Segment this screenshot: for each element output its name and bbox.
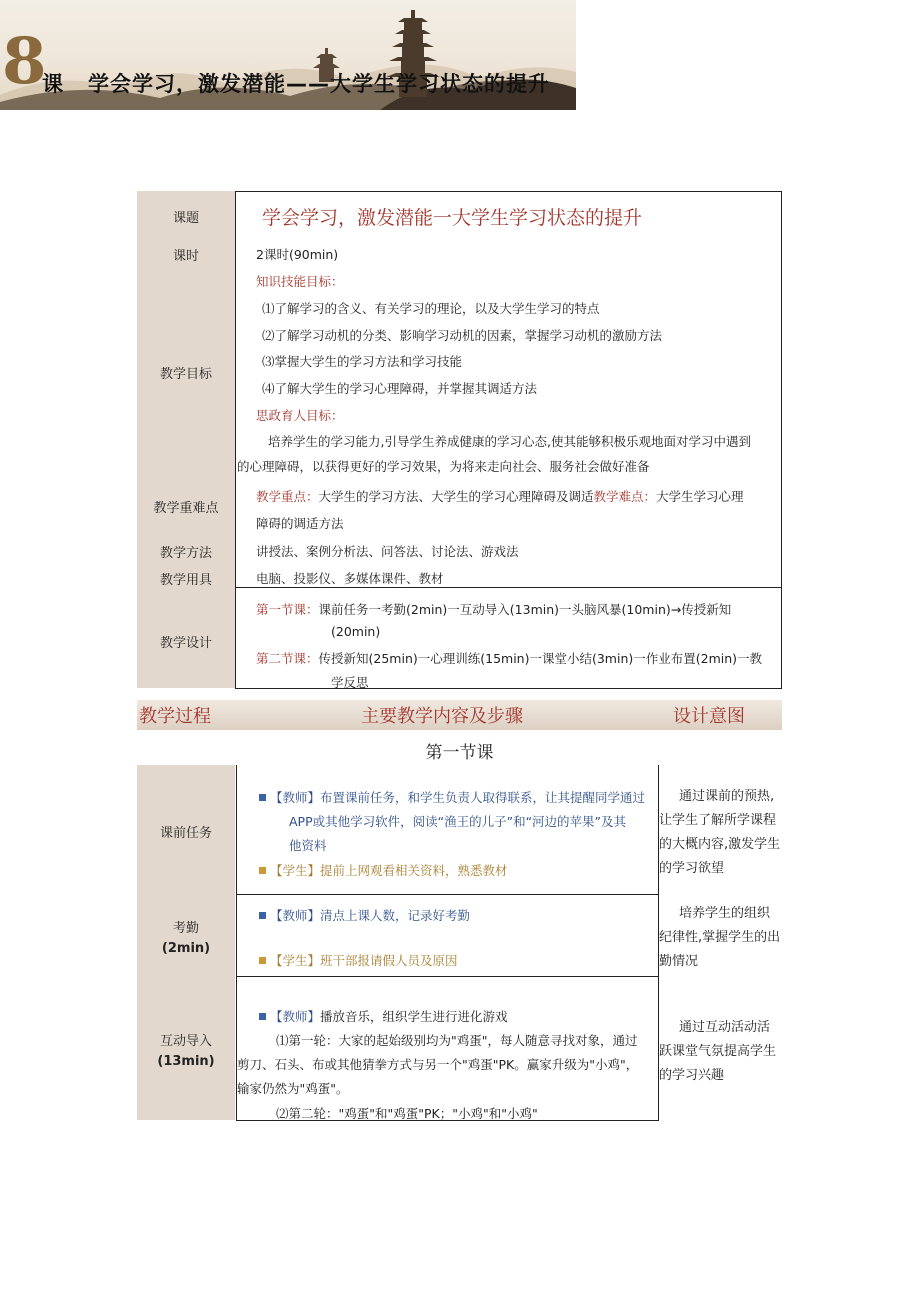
- intro-teacher-text: 播放音乐，组织学生进行进化游戏: [320, 1009, 508, 1024]
- attendance-student-text: 班干部报请假人员及原因: [320, 953, 458, 968]
- pretask-teacher-line2: APP或其他学习软件，阅读“渔王的儿子”和“河边的苹果”及其: [289, 814, 627, 829]
- topic-value: 学会学习，激发潜能一大学生学习状态的提升: [262, 207, 643, 229]
- bullet-square-icon: [259, 1013, 266, 1020]
- tools-label: 教学用具: [159, 573, 212, 588]
- intro-round2-line: ⑵第二轮："鸡蛋"和"鸡蛋"PK；"小鸡"和"小鸡": [276, 1106, 538, 1121]
- lesson1-text-cont: (20min): [331, 624, 381, 639]
- difficult-point-text: 大学生学习心理: [656, 489, 744, 504]
- intent-line: 通过互动活动活: [679, 1020, 771, 1035]
- row-label-attendance: 考勤: [172, 921, 199, 936]
- goals-label: 教学目标: [159, 367, 212, 382]
- teacher-tag: 【教师】: [270, 1009, 321, 1024]
- hours-label: 课时: [172, 249, 199, 264]
- bullet-square-icon: [259, 867, 266, 874]
- process-divider-2: [236, 976, 659, 977]
- lesson2-label: 第二节课：: [256, 651, 319, 666]
- hours-value: 2课时(90min): [256, 247, 339, 262]
- table-border-right: [781, 191, 782, 689]
- lesson2-text: 传授新知(25min)一心理训练(15min)一课堂小结(3min)一作业布置(2min)一教: [318, 651, 763, 666]
- table-border-bottom: [235, 688, 782, 689]
- lesson1-line: [256, 600, 731, 618]
- table-border-left: [235, 191, 236, 689]
- key-points-label: 教学重难点: [153, 501, 219, 516]
- row-label-pretask: 课前任务: [159, 826, 212, 841]
- intent-line: 的大概内容,激发学生: [659, 837, 781, 852]
- key-point-text: 大学生的学习方法、大学生的学习心理障碍及调适: [318, 489, 594, 504]
- pretask-teacher-text: 布置课前任务，和学生负责人取得联系，让其提醒同学通过: [320, 790, 646, 805]
- bullet-square-icon: [259, 912, 266, 919]
- table-border-top: [235, 191, 782, 192]
- lesson1-text: 课前任务一考勤(2min)一互动导入(13min)一头脑风暴(10min)→传授新知: [318, 602, 732, 617]
- student-tag: 【学生】: [270, 953, 321, 968]
- key-points-line1: [256, 487, 744, 505]
- intent-line: 培养学生的组织: [679, 906, 771, 921]
- ideology-heading: 思政育人目标：: [256, 408, 344, 423]
- knowledge-item: ⑷了解大学生的学习心理障碍，并掌握其调适方法: [262, 381, 538, 396]
- intro-intent: [659, 1016, 789, 1088]
- intro-round1-line3: 输家仍然为"鸡蛋"。: [237, 1081, 349, 1096]
- knowledge-item: ⑶掌握大学生的学习方法和学习技能: [262, 354, 463, 369]
- pretask-student-line: [259, 861, 508, 879]
- row-duration-intro: (13min): [157, 1054, 215, 1069]
- student-tag: 【学生】: [270, 863, 321, 878]
- lesson1-label: 第一节课：: [256, 602, 319, 617]
- intent-line: 跃课堂气氛提高学生: [659, 1044, 777, 1059]
- topic-label: 课题: [172, 211, 199, 226]
- process-header-col3: 设计意图: [673, 706, 745, 727]
- process-header-col1: 教学过程: [139, 706, 211, 727]
- intent-line: 通过课前的预热,: [679, 789, 775, 804]
- lesson-label: 课: [42, 72, 63, 96]
- knowledge-item: ⑴了解学习的含义、有关学习的理论，以及大学生学习的特点: [262, 301, 600, 316]
- difficult-point-text-cont: 障碍的调适方法: [256, 516, 344, 531]
- key-point-label: 教学重点：: [256, 489, 319, 504]
- teacher-tag: 【教师】: [270, 908, 321, 923]
- method-label: 教学方法: [159, 546, 212, 561]
- lesson2-line: [256, 649, 762, 667]
- intent-line: 让学生了解所学课程: [659, 813, 777, 828]
- intent-line: 勤情况: [659, 954, 699, 969]
- intro-teacher-line: [259, 1007, 508, 1025]
- attendance-teacher-line: [259, 906, 470, 924]
- lesson2-text-cont: 学反思: [331, 675, 369, 690]
- lesson-title: 学会学习，激发潜能——大学生学习状态的提升: [88, 72, 550, 96]
- intro-round1-line2: 剪刀、石头、布或其他猜拳方式与另一个"鸡蛋"PK。赢家升级为"小鸡"，: [237, 1057, 639, 1072]
- design-label: 教学设计: [159, 636, 212, 651]
- ideology-text-line1: 培养学生的学习能力,引导学生养成健康的学习心态,使其能够积极乐观地面对学习中遇到: [268, 434, 751, 449]
- section-title: 第一节课: [425, 743, 494, 763]
- bullet-square-icon: [259, 794, 266, 801]
- method-value: 讲授法、案例分析法、问答法、讨论法、游戏法: [256, 544, 519, 559]
- process-header-col2: 主要教学内容及步骤: [361, 706, 523, 727]
- intro-round1-line1: ⑴第一轮：大家的起始级别均为"鸡蛋"，每人随意寻找对象，通过: [276, 1033, 638, 1048]
- pretask-teacher-line3: 他资料: [289, 838, 327, 853]
- table-divider-design: [235, 587, 782, 588]
- pretask-student-text: 提前上网观看相关资料，熟悉教材: [320, 863, 508, 878]
- lesson-banner: [0, 0, 576, 110]
- intent-line: 纪律性,掌握学生的出: [659, 930, 781, 945]
- attendance-teacher-text: 清点上课人数，记录好考勤: [320, 908, 471, 923]
- difficult-point-label: 教学难点：: [593, 489, 657, 504]
- teacher-tag: 【教师】: [270, 790, 321, 805]
- row-label-intro: 互动导入: [159, 1034, 212, 1049]
- intent-line: 的学习欲望: [659, 861, 725, 876]
- tools-value: 电脑、投影仪、多媒体课件、教材: [256, 571, 444, 586]
- knowledge-item: ⑵了解学习动机的分类、影响学习动机的因素，掌握学习动机的激励方法: [262, 328, 663, 343]
- ideology-text-line2: 的心理障碍，以获得更好的学习效果，为将来走向社会、服务社会做好准备: [237, 459, 650, 474]
- pretask-teacher-line1: [259, 788, 645, 806]
- bullet-square-icon: [259, 957, 266, 964]
- process-divider-1: [236, 894, 659, 895]
- info-label-column: [137, 191, 235, 688]
- attendance-intent: [659, 902, 789, 974]
- attendance-student-line: [259, 951, 458, 969]
- pretask-intent: [659, 785, 789, 881]
- row-duration-attendance: (2min): [161, 941, 211, 956]
- intent-line: 的学习兴趣: [659, 1068, 725, 1083]
- knowledge-heading: 知识技能目标：: [256, 274, 344, 289]
- lesson-number: 8: [2, 24, 45, 99]
